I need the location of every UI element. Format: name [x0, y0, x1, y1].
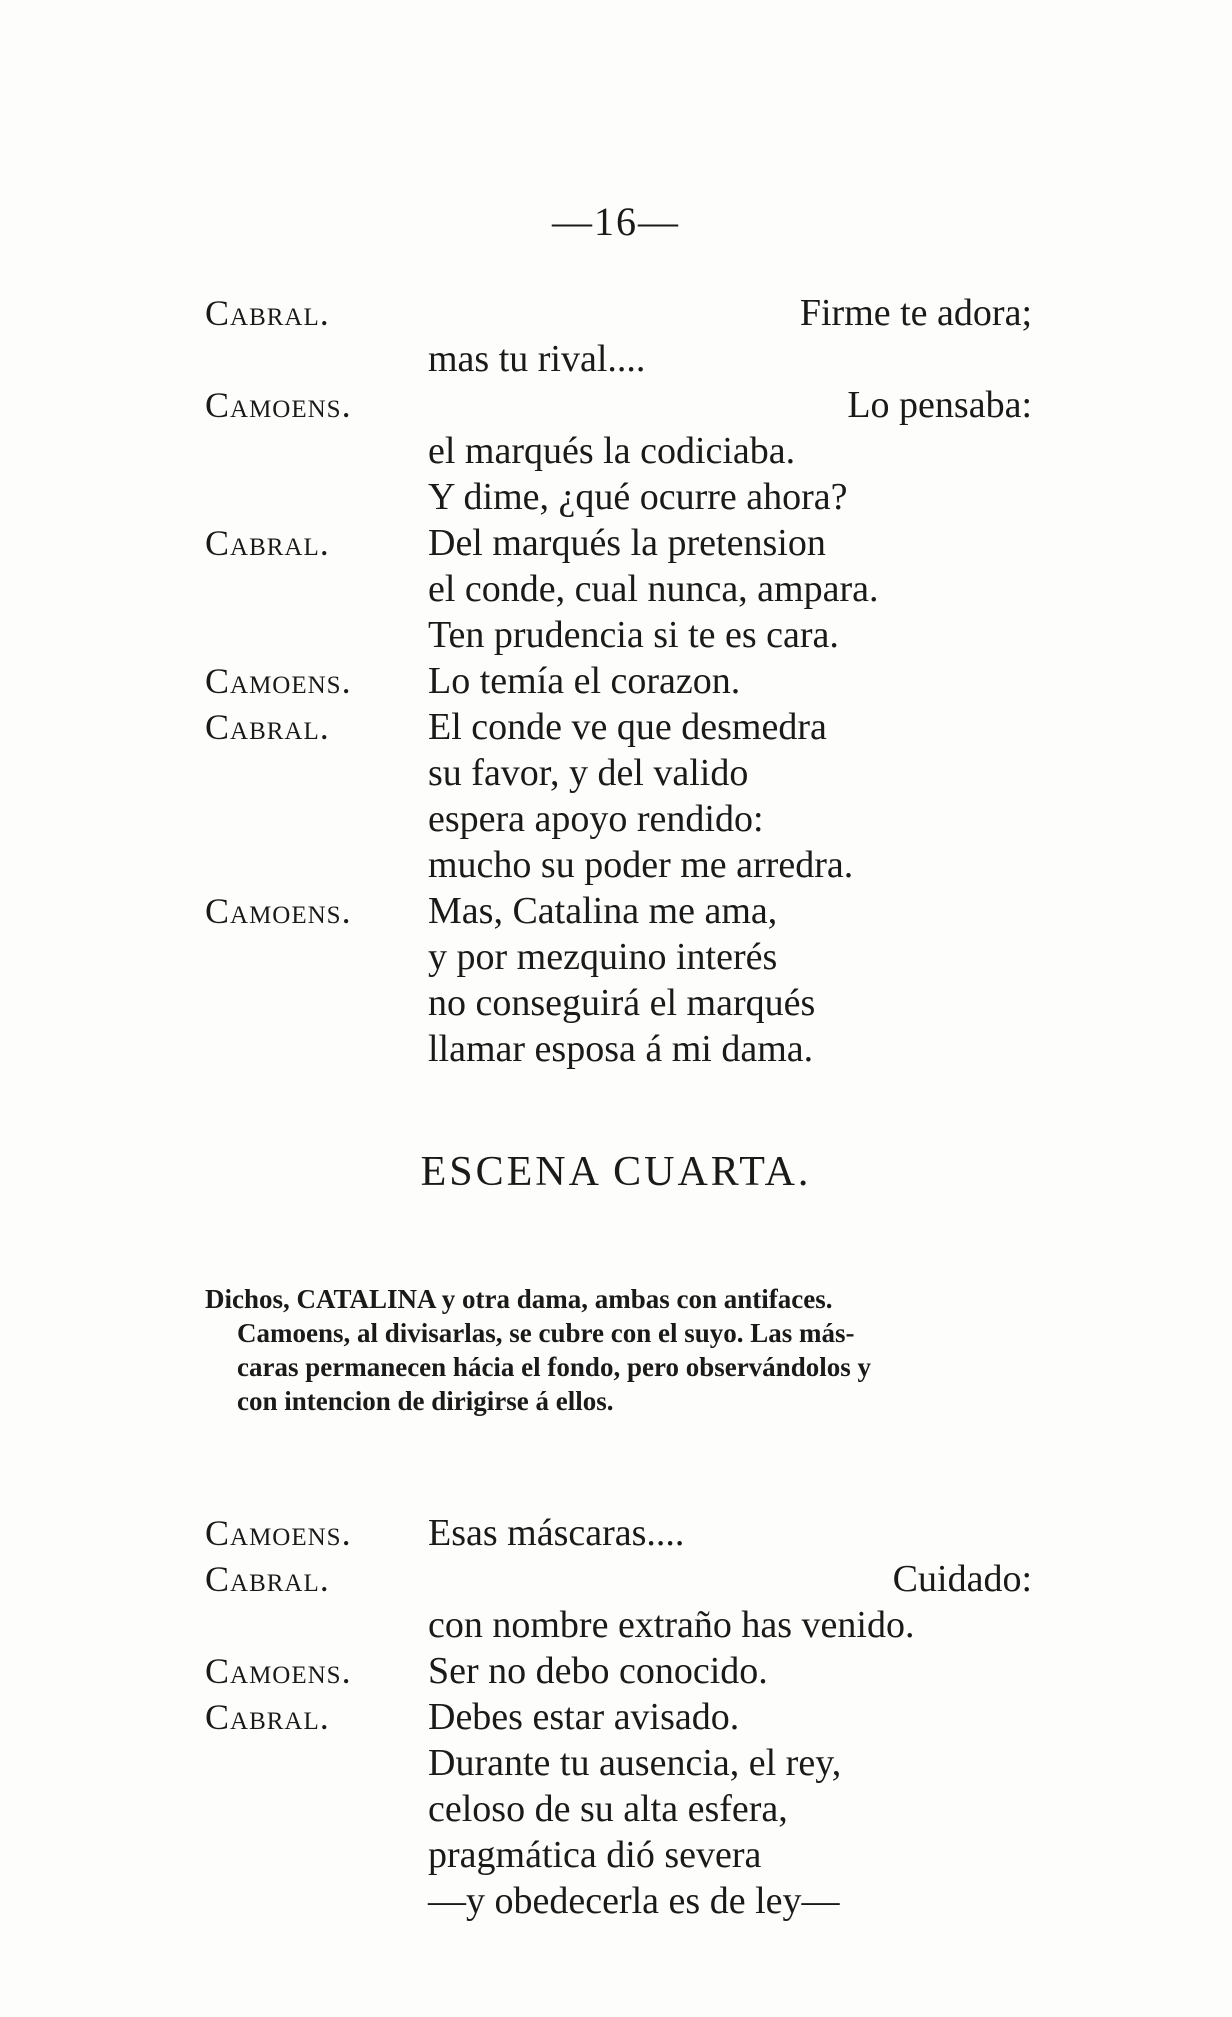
verse-text: celoso de su alta esfera, — [428, 1788, 788, 1830]
dialogue-line — [0, 520, 1232, 566]
speaker-name: Cabral. — [205, 1559, 330, 1599]
verse-text: el marqués la codiciaba. — [428, 430, 796, 472]
dialogue-line — [0, 428, 1232, 474]
speaker-name: Camoens. — [205, 385, 352, 425]
speaker-name: Camoens. — [205, 1651, 352, 1691]
verse-text: no conseguirá el marqués — [428, 982, 816, 1024]
dialogue-line — [0, 888, 1232, 934]
verse-text: Lo pensaba: — [847, 384, 1032, 426]
verse-text: con nombre extraño has venido. — [428, 1604, 915, 1646]
verse-text: Esas máscaras.... — [428, 1512, 685, 1554]
dialogue-line — [0, 1878, 1232, 1924]
dialogue-line — [0, 290, 1232, 336]
stage-direction-line: Camoens, al divisarlas, se cubre con el suyo. Las más- — [237, 1318, 855, 1348]
dialogue-line — [0, 980, 1232, 1026]
dialogue-line — [0, 658, 1232, 704]
dialogue-block-second — [0, 1510, 1232, 1924]
verse-text: Firme te adora; — [799, 292, 1032, 334]
dialogue-block-first — [0, 290, 1232, 1072]
verse-text: —y obedecerla es de ley— — [428, 1880, 840, 1922]
dialogue-line — [0, 1510, 1232, 1556]
verse-text: Lo temía el corazon. — [428, 660, 741, 702]
verse-text: su favor, y del valido — [428, 752, 749, 794]
verse-text: Cuidado: — [892, 1558, 1032, 1600]
verse-text: Y dime, ¿qué ocurre ahora? — [428, 476, 848, 518]
verse-text: mas tu rival.... — [428, 338, 646, 380]
dialogue-line — [0, 336, 1232, 382]
dialogue-line — [0, 566, 1232, 612]
dialogue-line — [0, 612, 1232, 658]
dialogue-line — [0, 1556, 1232, 1602]
verse-text: Mas, Catalina me ama, — [428, 890, 778, 932]
dialogue-line — [0, 750, 1232, 796]
verse-text: Durante tu ausencia, el rey, — [428, 1742, 842, 1784]
verse-text: llamar esposa á mi dama. — [428, 1028, 814, 1070]
scene-title: ESCENA CUARTA. — [420, 1149, 812, 1195]
verse-text: espera apoyo rendido: — [428, 798, 764, 840]
dialogue-line — [0, 842, 1232, 888]
speaker-name: Cabral. — [205, 293, 330, 333]
speaker-name: Camoens. — [205, 1513, 352, 1553]
verse-text: el conde, cual nunca, ampara. — [428, 568, 879, 610]
dialogue-line — [0, 1648, 1232, 1694]
speaker-name: Camoens. — [205, 661, 352, 701]
stage-direction-line: con intencion de dirigirse á ellos. — [237, 1386, 614, 1416]
dialogue-line — [0, 1694, 1232, 1740]
verse-text: pragmática dió severa — [428, 1834, 762, 1876]
verse-text: y por mezquino interés — [428, 936, 778, 978]
dialogue-line — [0, 934, 1232, 980]
speaker-name: Camoens. — [205, 891, 352, 931]
stage-direction — [205, 1282, 1165, 1418]
dialogue-line — [0, 1602, 1232, 1648]
verse-text: mucho su poder me arredra. — [428, 844, 854, 886]
dialogue-line — [0, 796, 1232, 842]
page-number: —16— — [552, 199, 680, 244]
dialogue-line — [0, 1786, 1232, 1832]
speaker-name: Cabral. — [205, 523, 330, 563]
verse-text: Ten prudencia si te es cara. — [428, 614, 839, 656]
dialogue-line — [0, 1026, 1232, 1072]
stage-direction-line: caras permanecen hácia el fondo, pero observándolos y — [237, 1352, 871, 1382]
speaker-name: Cabral. — [205, 707, 330, 747]
verse-text: Ser no debo conocido. — [428, 1650, 768, 1692]
verse-text: El conde ve que desmedra — [428, 706, 827, 748]
stage-direction-line: Dichos, CATALINA y otra dama, ambas con antifaces. — [205, 1284, 833, 1314]
speaker-name: Cabral. — [205, 1697, 330, 1737]
dialogue-line — [0, 382, 1232, 428]
verse-text: Del marqués la pretension — [428, 522, 826, 564]
dialogue-line — [0, 1740, 1232, 1786]
dialogue-line — [0, 1832, 1232, 1878]
verse-text: Debes estar avisado. — [428, 1696, 740, 1738]
dialogue-line — [0, 704, 1232, 750]
dialogue-line — [0, 474, 1232, 520]
